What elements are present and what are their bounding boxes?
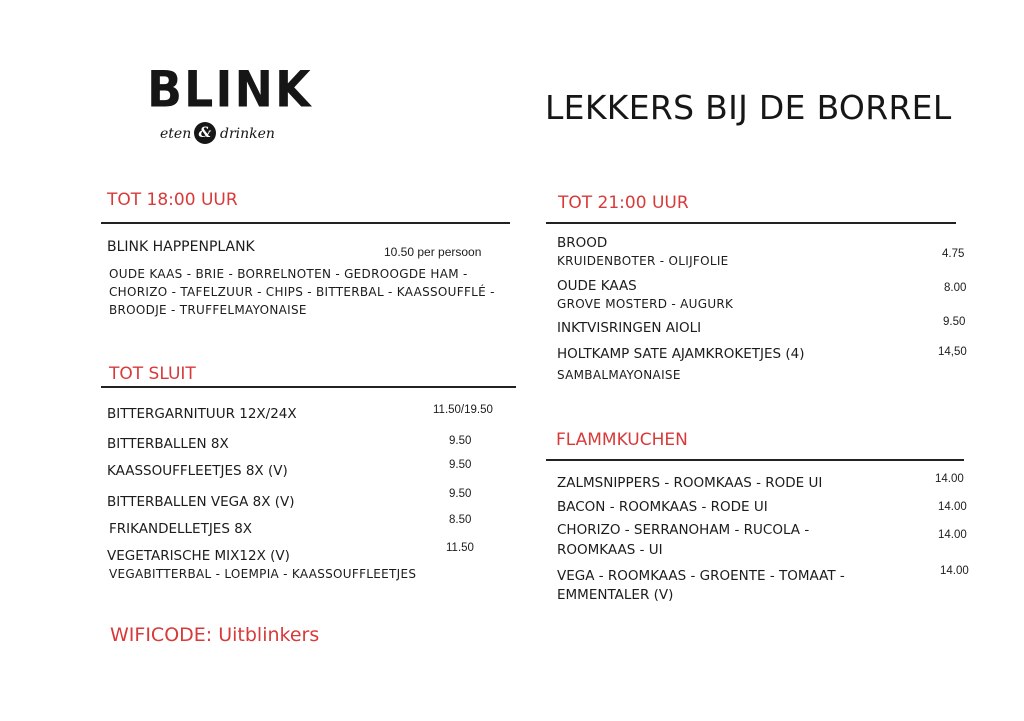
menu-item-desc: KRUIDENBOTER - OLIJFOLIE xyxy=(557,254,729,268)
menu-item-name: EMMENTALER (V) xyxy=(557,587,674,603)
menu-item-name: CHORIZO - SERRANOHAM - RUCOLA - xyxy=(557,522,810,538)
section-divider xyxy=(546,222,956,224)
menu-item-desc: GROVE MOSTERD - AUGURK xyxy=(557,297,734,311)
menu-item-name: KAASSOUFFLEETJES 8X (V) xyxy=(107,463,288,479)
menu-item-desc: CHORIZO - TAFELZUUR - CHIPS - BITTERBAL - KAASSOUFFLÉ - xyxy=(109,285,495,299)
section-divider xyxy=(546,459,964,461)
menu-item-name: INKTVISRINGEN AIOLI xyxy=(557,320,702,336)
menu-item-name: ROOMKAAS - UI xyxy=(557,542,663,558)
section-divider xyxy=(101,222,510,224)
menu-item-desc: SAMBALMAYONAISE xyxy=(557,368,681,382)
menu-item-price: 9.50 xyxy=(449,488,472,500)
menu-item-name: BITTERGARNITUUR 12X/24X xyxy=(107,406,297,422)
menu-item-desc: BROODJE - TRUFFELMAYONAISE xyxy=(109,303,307,317)
menu-item-price: 10.50 per persoon xyxy=(384,245,482,259)
menu-item-price: 14.00 xyxy=(938,529,967,541)
menu-item-name: VEGA - ROOMKAAS - GROENTE - TOMAAT - xyxy=(557,568,845,584)
menu-item-price: 14.00 xyxy=(940,565,969,577)
menu-item-price: 11.50/19.50 xyxy=(433,404,493,416)
menu-item-name: OUDE KAAS xyxy=(557,278,637,294)
menu-item-name: BROOD xyxy=(557,235,608,251)
logo-sub-right: drinken xyxy=(220,126,275,142)
section-heading: TOT 21:00 UUR xyxy=(558,193,689,213)
section-heading: TOT SLUIT xyxy=(109,364,196,384)
menu-item-name: VEGETARISCHE MIX12X (V) xyxy=(107,548,290,564)
menu-item-desc: VEGABITTERBAL - LOEMPIA - KAASSOUFFLEETJES xyxy=(109,567,417,581)
section-heading: TOT 18:00 UUR xyxy=(107,190,238,210)
menu-item-price: 14.00 xyxy=(935,473,964,485)
menu-item-price: 14,50 xyxy=(938,346,967,358)
wifi-code: WIFICODE: Uitblinkers xyxy=(110,624,320,646)
menu-item-name: BACON - ROOMKAAS - RODE UI xyxy=(557,499,768,515)
menu-item-price: 8.50 xyxy=(449,514,472,526)
menu-item-name: HOLTKAMP SATE AJAMKROKETJES (4) xyxy=(557,346,805,362)
menu-item-name: BITTERBALLEN 8X xyxy=(107,436,229,452)
menu-item-name: BLINK HAPPENPLANK xyxy=(107,239,255,255)
menu-item-price: 9.50 xyxy=(943,316,966,328)
logo-ampersand-icon: & xyxy=(194,122,216,144)
section-divider xyxy=(101,386,516,388)
menu-item-name: BITTERBALLEN VEGA 8X (V) xyxy=(107,494,295,510)
menu-item-name: FRIKANDELLETJES 8X xyxy=(109,521,253,537)
section-heading: FLAMMKUCHEN xyxy=(556,430,688,450)
menu-item-name: ZALMSNIPPERS - ROOMKAAS - RODE UI xyxy=(557,475,823,491)
menu-item-price: 9.50 xyxy=(449,435,472,447)
page-title: LEKKERS BIJ DE BORREL xyxy=(545,88,952,127)
menu-item-price: 14.00 xyxy=(938,501,967,513)
menu-item-price: 8.00 xyxy=(944,282,967,294)
menu-item-price: 11.50 xyxy=(446,542,474,554)
menu-item-desc: OUDE KAAS - BRIE - BORRELNOTEN - GEDROOGDE HAM - xyxy=(109,267,468,281)
logo-sub-left: eten xyxy=(160,126,192,142)
logo-wordmark: BLINK xyxy=(147,60,313,119)
menu-item-price: 9.50 xyxy=(449,459,472,471)
menu-item-price: 4.75 xyxy=(942,248,965,260)
